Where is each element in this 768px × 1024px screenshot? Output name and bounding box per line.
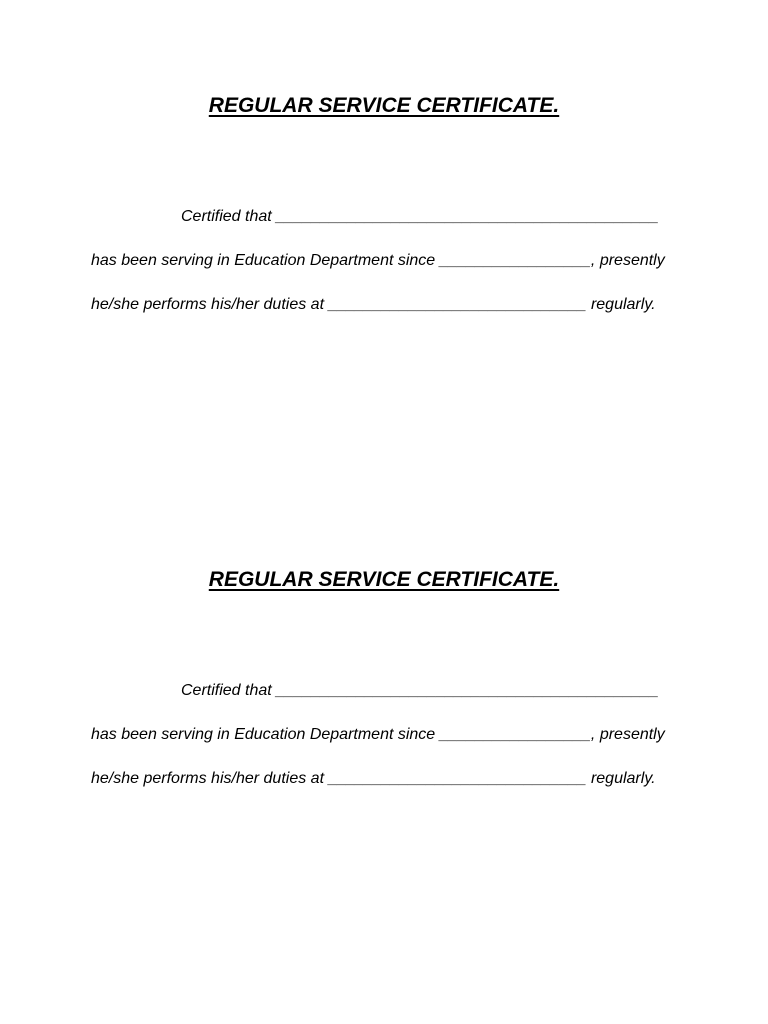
duties-line: he/she performs his/her duties at _____________________________ regularly. (91, 770, 656, 787)
certified-that-line: Certified that ___________________________________________ (181, 208, 659, 225)
certified-that-line: Certified that ___________________________________________ (181, 682, 659, 699)
certificate-title: REGULAR SERVICE CERTIFICATE. (208, 568, 560, 591)
certificate-title: REGULAR SERVICE CERTIFICATE. (208, 94, 560, 117)
certificate-2 (0, 474, 768, 787)
duties-line: he/she performs his/her duties at _____________________________ regularly. (91, 296, 656, 313)
service-since-line: has been serving in Education Department since _________________, presently (91, 252, 665, 269)
certificate-1 (0, 0, 768, 313)
service-since-line: has been serving in Education Department since _________________, presently (91, 726, 665, 743)
